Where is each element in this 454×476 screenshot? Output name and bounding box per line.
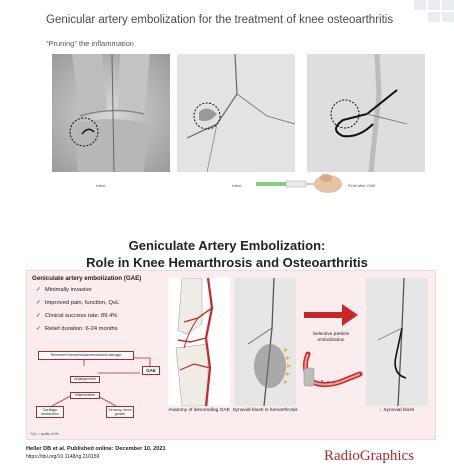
radiographics-logo: RadioGraphics <box>324 448 414 464</box>
angiogram-initial <box>177 54 295 172</box>
bullet-item: ✓ Minimally invasive <box>36 287 92 293</box>
caption-initial-1: Initial <box>96 183 106 188</box>
figure-title-line1: Geniculate Artery Embolization: <box>128 238 326 253</box>
footnote: *QoL = quality of life <box>30 432 59 436</box>
slide-subtitle: “Pruning” the inflammation <box>46 39 134 48</box>
label-result: ↓ Synovial blush <box>379 408 415 413</box>
check-icon: ✓ <box>36 287 41 293</box>
label-anatomy: Anatomy of descending GAE <box>168 408 230 413</box>
flow-box-nerve: Sensory nerve growth <box>106 406 134 418</box>
flow-box-gae: GAE <box>142 366 160 375</box>
citation-line1: Heller DB et al. Published online: December 10, 2021 <box>26 446 166 452</box>
synovial-blush-angiogram <box>234 278 296 406</box>
anatomy-illustration <box>168 278 230 406</box>
syringe-catheter-image <box>256 170 346 196</box>
process-arrow-icon <box>300 300 362 330</box>
check-icon: ✓ <box>36 313 41 319</box>
caption-initial-2: Initial <box>232 183 242 188</box>
figure-title-line2: Role in Knee Hemarthrosis and Osteoarthritis <box>86 255 368 270</box>
angiogram-final-after-gae <box>307 54 425 172</box>
catheter-embolization-icon <box>300 348 366 390</box>
bullet-item: ✓ Clinical success rate: 89.4% <box>36 313 118 319</box>
xray-initial-knee <box>52 54 170 172</box>
flow-box-damage: Recurrent hemarthrosis/mechanical damage <box>38 351 134 360</box>
caption-final: Final after GAE <box>348 183 376 188</box>
check-icon: ✓ <box>36 300 41 306</box>
flow-box-cartilage: Cartilage destruction <box>36 406 64 418</box>
flow-box-inflammation: Inflammation <box>70 392 100 399</box>
label-selective: Selective particle embolization <box>312 332 350 343</box>
final-angiogram <box>366 278 428 406</box>
gae-summary-box <box>30 273 160 346</box>
bullet-item: ✓ Relief duration: 6-24 months <box>36 326 118 332</box>
flow-box-angiogenesis: Angiogenesis <box>70 376 100 383</box>
slide-title: Genicular artery embolization for the treatment of knee osteoarthritis <box>46 14 394 26</box>
label-blush: Synovial blush in hemarthrosis <box>232 408 298 413</box>
bullet-item: ✓ Improved pain, function, QoL <box>36 300 120 306</box>
citation-doi-link[interactable]: https://doi.org/10.1148/rg.210159 <box>26 454 100 460</box>
gae-box-title: Geniculate artery embolization (GAE) <box>32 275 142 282</box>
corner-decoration <box>414 0 454 24</box>
check-icon: ✓ <box>36 326 41 332</box>
